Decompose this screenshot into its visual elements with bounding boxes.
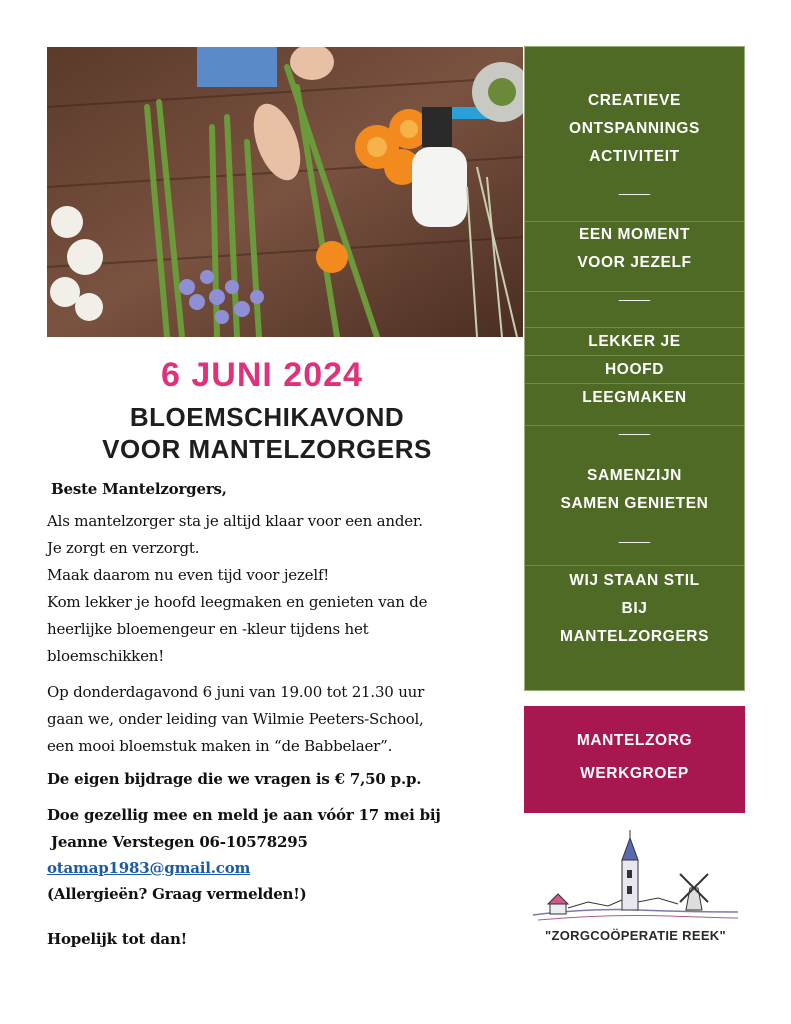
zorgcooperatie-logo xyxy=(528,830,743,955)
workgroup-line2: WERKGROEP xyxy=(580,765,689,782)
closing-text: Hopelijk tot dan! xyxy=(47,930,188,948)
sidebar-dash: ____ xyxy=(618,419,651,435)
sidebar-block-together: SAMENZIJN SAMEN GENIETEN xyxy=(560,467,709,512)
workgroup-line1: MANTELZORG xyxy=(576,732,693,749)
allergy-note: (Allergieën? Graag vermelden!) xyxy=(47,885,307,903)
sidebar-divider xyxy=(525,355,744,356)
intro-line: Kom lekker je hoofd leegmaken en genieten van de xyxy=(47,593,428,611)
features-sidebar xyxy=(524,46,745,691)
intro-line: Als mantelzorger sta je altijd klaar voor een ander. xyxy=(47,512,423,530)
sidebar-block-creative: CREATIEVE ONTSPANNINGS ACTIVITEIT xyxy=(569,92,700,165)
workgroup-box xyxy=(524,706,745,813)
sidebar-block-relax: LEKKER JE HOOFD LEEGMAKEN xyxy=(582,333,687,406)
logo-text: "ZORGCOÖPERATIE REEK" xyxy=(545,928,726,943)
intro-line: bloemschikken! xyxy=(47,647,165,665)
greeting: Beste Mantelzorgers, xyxy=(51,480,227,498)
intro-line: heerlijke bloemengeur en -kleur tijdens het xyxy=(47,620,369,638)
details-line: een mooi bloemstuk maken in “de Babbelaer”. xyxy=(47,737,393,755)
event-title-line1: BLOEMSCHIKAVOND xyxy=(129,402,405,432)
village-church-windmill-icon xyxy=(528,830,743,928)
sidebar-dash: ____ xyxy=(618,527,651,543)
details-line: gaan we, onder leiding van Wilmie Peeters-School, xyxy=(47,710,424,728)
event-title-line2: VOOR MANTELZORGERS xyxy=(102,434,432,464)
email-link[interactable]: otamap1983@gmail.com xyxy=(47,859,251,877)
event-date: 6 JUNI 2024 xyxy=(161,356,363,394)
sidebar-block-caregivers: WIJ STAAN STIL BIJ MANTELZORGERS xyxy=(559,572,710,645)
intro-line: Je zorgt en verzorgt. xyxy=(47,539,200,557)
flower-arranging-photo xyxy=(47,47,523,337)
contribution-text: De eigen bijdrage die we vragen is € 7,50 p.p. xyxy=(47,770,422,788)
sidebar-divider xyxy=(525,383,744,384)
intro-line: Maak daarom nu even tijd voor jezelf! xyxy=(47,566,330,584)
sidebar-block-moment: EEN MOMENT VOOR JEZELF xyxy=(577,226,692,271)
sidebar-dash: ____ xyxy=(618,179,651,195)
sidebar-dash: ____ xyxy=(618,285,651,301)
contact-text: Jeanne Verstegen 06-10578295 xyxy=(51,833,308,851)
details-line: Op donderdagavond 6 juni van 19.00 tot 21.30 uur xyxy=(47,683,425,701)
sidebar-divider xyxy=(525,565,744,566)
signup-text: Doe gezellig mee en meld je aan vóór 17 mei bij xyxy=(47,806,441,824)
